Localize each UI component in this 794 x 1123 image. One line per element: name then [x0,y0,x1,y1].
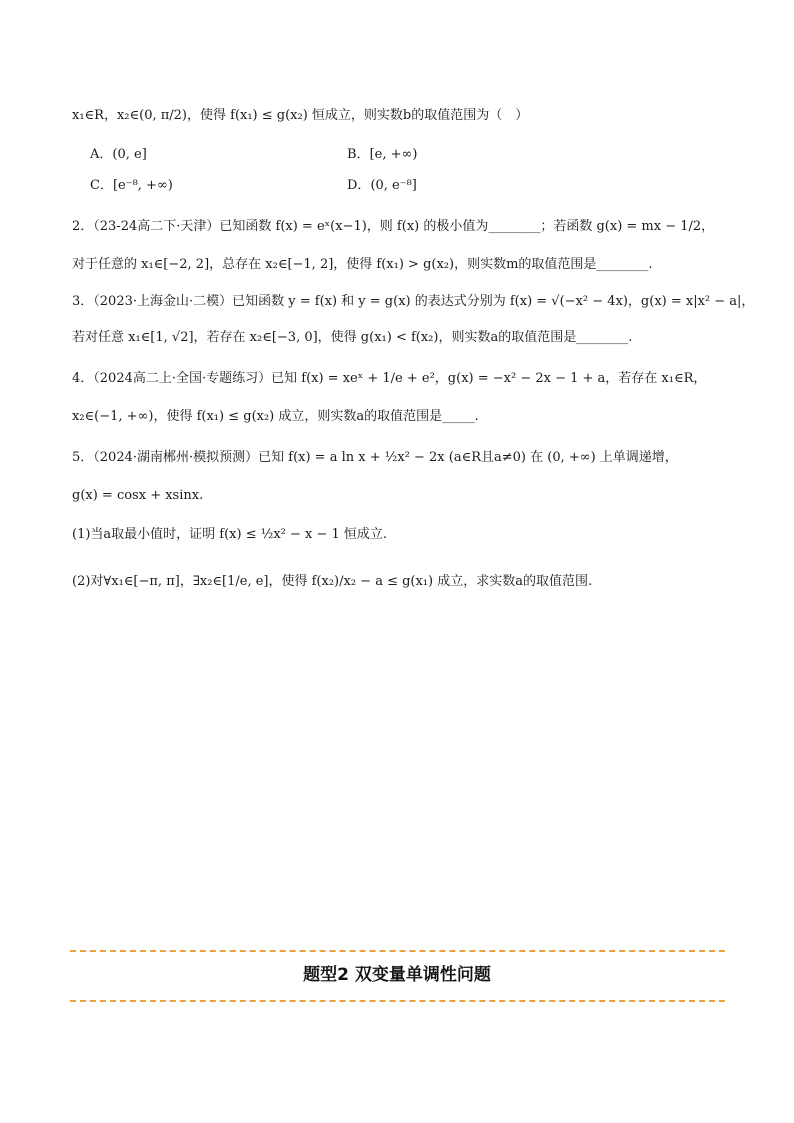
q5-line-2: g(x) = cosx + xsinx. [72,488,204,503]
option-label: A． [90,147,113,162]
q4-line-2: x₂∈(−1, +∞)，使得 f(x₁) ≤ g(x₂) 成立，则实数a的取值范围是_____. [72,409,479,424]
section-top-divider [70,950,725,952]
option-text: [e⁻⁸, +∞) [112,178,173,193]
q1-option-d [347,177,417,195]
q1-option-a [90,146,147,164]
q3-line-2: 若对任意 x₁∈[1, √2]，若存在 x₂∈[−3, 0]，使得 g(x₁) < f(x₂)，则实数a的取值范围是________. [72,330,633,345]
option-text: (0, e⁻⁸] [370,178,417,193]
q2-line-2: 对于任意的 x₁∈[−2, 2]，总存在 x₂∈[−1, 2]，使得 f(x₁) > g(x₂)，则实数m的取值范围是________. [72,257,653,272]
q5-part-1: (1)当a取最小值时，证明 f(x) ≤ ½x² − x − 1 恒成立. [72,527,388,542]
option-text: [e, +∞) [369,147,418,162]
option-label: C． [90,178,113,193]
q5-line-1: 5．（2024·湖南郴州·模拟预测）已知 f(x) = a ln x + ½x² − 2x (a∈R且a≠0) 在 (0, +∞) 上单调递增， [72,450,678,465]
section-bottom-divider [70,1000,725,1002]
option-text: (0, e] [112,147,147,162]
option-label: B． [347,147,370,162]
q1-option-c [90,177,173,195]
q1-stem-tail: x₁∈R，x₂∈(0, π/2)，使得 f(x₁) ≤ g(x₂) 恒成立，则实数b的取值范围为（ ） [72,108,529,123]
q2-line-1: 2．（23-24高二下·天津）已知函数 f(x) = eˣ(x−1)，则 f(x) 的极小值为________；若函数 g(x) = mx − 1/2， [72,219,715,234]
q4-line-1: 4．（2024高二上·全国·专题练习）已知 f(x) = xeˣ + 1/e + e²，g(x) = −x² − 2x − 1 + a，若存在 x₁∈R， [72,371,707,386]
q5-part-2: (2)对∀x₁∈[−π, π]，∃x₂∈[1/e, e]，使得 f(x₂)/x₂ − a ≤ g(x₁) 成立，求实数a的取值范围. [72,574,593,589]
q3-line-1: 3．（2023·上海金山·二模）已知函数 y = f(x) 和 y = g(x) 的表达式分别为 f(x) = √(−x² − 4x)，g(x) = x|x² − a|， [72,294,755,309]
option-label: D． [347,178,371,193]
q1-option-b [347,146,417,164]
section-title: 题型2 双变量单调性问题 [303,965,491,985]
